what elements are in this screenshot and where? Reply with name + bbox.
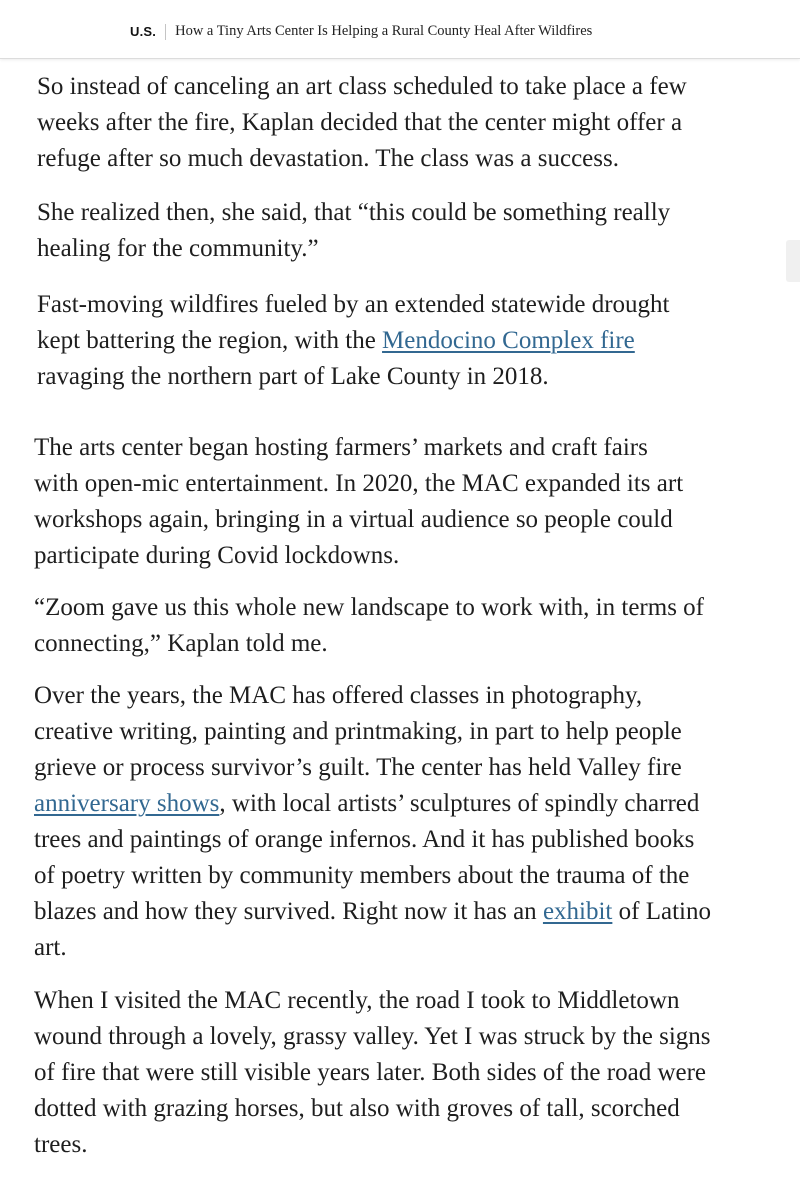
paragraph-3 bbox=[37, 287, 669, 395]
paragraph-line: So instead of canceling an art class scheduled to take place a few bbox=[37, 73, 687, 100]
inline-text: kept battering the region, with the bbox=[37, 327, 383, 354]
paragraph-line bbox=[37, 323, 669, 359]
paragraph-line: connecting,” Kaplan told me. bbox=[34, 630, 328, 657]
paragraph-line: The arts center began hosting farmers’ markets and craft fairs bbox=[34, 434, 648, 461]
inline-text: blazes and how they survived. Right now it has an bbox=[34, 898, 543, 925]
paragraph-5 bbox=[34, 590, 704, 662]
section-label[interactable]: U.S. bbox=[130, 24, 157, 39]
exhibit-link[interactable]: exhibit bbox=[542, 898, 613, 925]
paragraph-7 bbox=[34, 983, 711, 1163]
paragraph-2 bbox=[37, 195, 670, 267]
paragraph-line: wound through a lovely, grassy valley. Yet I was struck by the signs bbox=[34, 1023, 711, 1050]
paragraph-line: Over the years, the MAC has offered classes in photography, bbox=[34, 682, 643, 709]
article-headline: How a Tiny Arts Center Is Helping a Rural County Heal After Wildfires bbox=[175, 23, 593, 39]
paragraph-line: trees. bbox=[34, 1131, 88, 1158]
top-bar-content bbox=[130, 23, 592, 40]
inline-text: of Latino bbox=[612, 898, 711, 925]
paragraph-line bbox=[34, 894, 711, 930]
paragraph-line: She realized then, she said, that “this could be something really bbox=[37, 199, 671, 226]
paragraph-line: ravaging the northern part of Lake County in 2018. bbox=[37, 363, 549, 390]
paragraph-line: weeks after the fire, Kaplan decided that the center might offer a bbox=[37, 109, 683, 136]
paragraph-line: “Zoom gave us this whole new landscape to work with, in terms of bbox=[34, 594, 704, 621]
paragraph-line: of poetry written by community members about the trauma of the bbox=[34, 862, 690, 889]
paragraph-1 bbox=[37, 69, 687, 177]
section-divider bbox=[165, 24, 166, 40]
paragraph-line: creative writing, painting and printmaking, in part to help people bbox=[34, 718, 682, 745]
paragraph-line: with open-mic entertainment. In 2020, the MAC expanded its art bbox=[34, 470, 684, 497]
inline-text: , with local artists’ sculptures of spindly charred bbox=[219, 790, 700, 817]
paragraph-line: dotted with grazing horses, but also with groves of tall, scorched bbox=[34, 1095, 680, 1122]
paragraph-line: of fire that were still visible years later. Both sides of the road were bbox=[34, 1059, 707, 1086]
paragraph-line: Fast-moving wildfires fueled by an extended statewide drought bbox=[37, 291, 670, 318]
article-top-bar bbox=[0, 0, 800, 59]
paragraph-6 bbox=[34, 678, 711, 966]
paragraph-line: refuge after so much devastation. The class was a success. bbox=[37, 145, 619, 172]
mendocino-complex-fire-link[interactable]: Mendocino Complex fire bbox=[382, 327, 635, 354]
paragraph-line: participate during Covid lockdowns. bbox=[34, 542, 400, 569]
scroll-indicator[interactable] bbox=[786, 240, 800, 282]
paragraph-line: When I visited the MAC recently, the road I took to Middletown bbox=[34, 987, 680, 1014]
paragraph-line: trees and paintings of orange infernos. And it has published books bbox=[34, 826, 695, 853]
paragraph-line: workshops again, bringing in a virtual audience so people could bbox=[34, 506, 673, 533]
anniversary-shows-link[interactable]: anniversary shows bbox=[34, 790, 220, 817]
paragraph-line: art. bbox=[34, 934, 67, 961]
paragraph-line: healing for the community.” bbox=[37, 235, 319, 262]
paragraph-line: grieve or process survivor’s guilt. The center has held Valley fire bbox=[34, 754, 682, 781]
paragraph-4 bbox=[34, 430, 683, 574]
paragraph-line bbox=[34, 786, 711, 822]
